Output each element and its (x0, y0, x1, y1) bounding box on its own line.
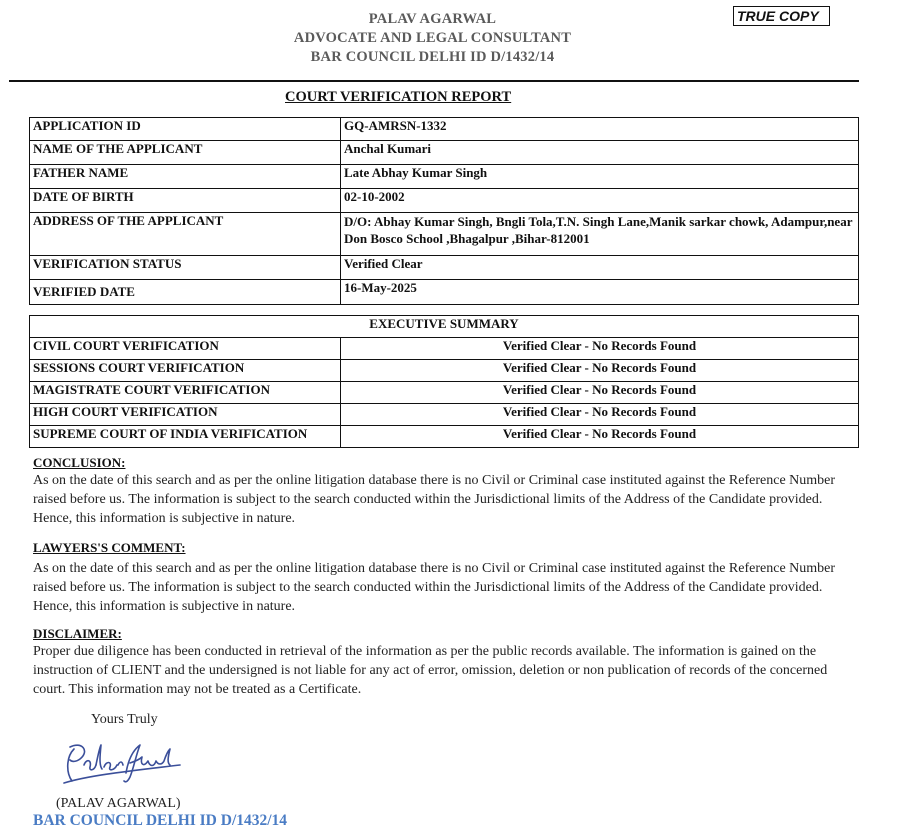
header-bar-id: BAR COUNCIL DELHI ID D/1432/14 (310, 49, 555, 65)
table-row (30, 404, 859, 426)
table-row (30, 141, 859, 165)
detail-label: APPLICATION ID (30, 118, 341, 141)
advocate-designation: ADVOCATE AND LEGAL CONSULTANT (293, 30, 572, 46)
summary-label: HIGH COURT VERIFICATION (30, 404, 341, 426)
report-title: COURT VERIFICATION REPORT (285, 89, 512, 105)
summary-label: CIVIL COURT VERIFICATION (30, 338, 341, 360)
summary-label: SUPREME COURT OF INDIA VERIFICATION (30, 426, 341, 448)
summary-value: Verified Clear - No Records Found (341, 338, 859, 360)
table-row (30, 360, 859, 382)
table-row (30, 256, 859, 280)
comment-heading: LAWYERS'S COMMENT: (33, 540, 186, 555)
detail-label: NAME OF THE APPLICANT (30, 141, 341, 165)
summary-label: SESSIONS COURT VERIFICATION (30, 360, 341, 382)
detail-label: DATE OF BIRTH (30, 189, 341, 213)
comment-text: As on the date of this search and as per the online litigation database there is no Civil or Criminal case instituted against the Reference Number raised before us. The information is subject to the search conducted within the Jurisdictional limits of the Address of the Candidate provided. Hence, this information is subjective in nature. (33, 561, 836, 614)
closing-text: Yours Truly (91, 712, 158, 727)
table-row (30, 213, 859, 256)
summary-label: MAGISTRATE COURT VERIFICATION (30, 382, 341, 404)
table-row (30, 316, 859, 338)
conclusion-heading: CONCLUSION: (33, 455, 126, 470)
summary-value: Verified Clear - No Records Found (341, 426, 859, 448)
table-row (30, 338, 859, 360)
detail-value: D/O: Abhay Kumar Singh, Bngli Tola,T.N. Singh Lane,Manik sarkar chowk, Adampur,near Don Bosco School ,Bhagalpur ,Bihar-812001 (341, 213, 859, 256)
header-divider (9, 80, 859, 82)
table-row (30, 426, 859, 448)
detail-label: VERIFICATION STATUS (30, 256, 341, 280)
table-row (30, 280, 859, 305)
advocate-name: PALAV AGARWAL (368, 11, 497, 27)
conclusion-text: As on the date of this search and as per the online litigation database there is no Civil or Criminal case instituted against the Reference Number raised before us. The information is subject to the search conducted within the Jurisdictional limits of the Address of the Candidate provided. Hence, this information is subjective in nature. (33, 473, 836, 526)
executive-summary-table (29, 315, 859, 448)
detail-value: 02-10-2002 (341, 189, 859, 213)
detail-value: Late Abhay Kumar Singh (341, 165, 859, 189)
detail-value: Verified Clear (341, 256, 859, 280)
summary-heading: EXECUTIVE SUMMARY (30, 316, 859, 338)
true-copy-stamp: TRUE COPY (733, 6, 830, 26)
summary-value: Verified Clear - No Records Found (341, 382, 859, 404)
summary-value: Verified Clear - No Records Found (341, 360, 859, 382)
detail-label: FATHER NAME (30, 165, 341, 189)
applicant-details-table (29, 117, 859, 305)
table-row (30, 189, 859, 213)
detail-value: 16-May-2025 (341, 280, 859, 305)
detail-value: Anchal Kumari (341, 141, 859, 165)
table-row (30, 382, 859, 404)
detail-label: ADDRESS OF THE APPLICANT (30, 213, 341, 256)
disclaimer-text: Proper due diligence has been conducted in retrieval of the information as per the public records available. The information is gained on the instruction of CLIENT and the undersigned is not liable for any act of error, omission, deletion or non publication of records of the concerned court. This information may not be treated as a Certificate. (33, 644, 828, 697)
signatory-name: (PALAV AGARWAL) (56, 796, 181, 811)
table-row (30, 118, 859, 141)
detail-value: GQ-AMRSN-1332 (341, 118, 859, 141)
detail-label: VERIFIED DATE (30, 280, 341, 305)
summary-value: Verified Clear - No Records Found (341, 404, 859, 426)
table-row (30, 165, 859, 189)
handwritten-signature-icon (60, 735, 185, 795)
disclaimer-heading: DISCLAIMER: (33, 626, 122, 641)
footer-bar-id: BAR COUNCIL DELHI ID D/1432/14 (33, 812, 288, 829)
